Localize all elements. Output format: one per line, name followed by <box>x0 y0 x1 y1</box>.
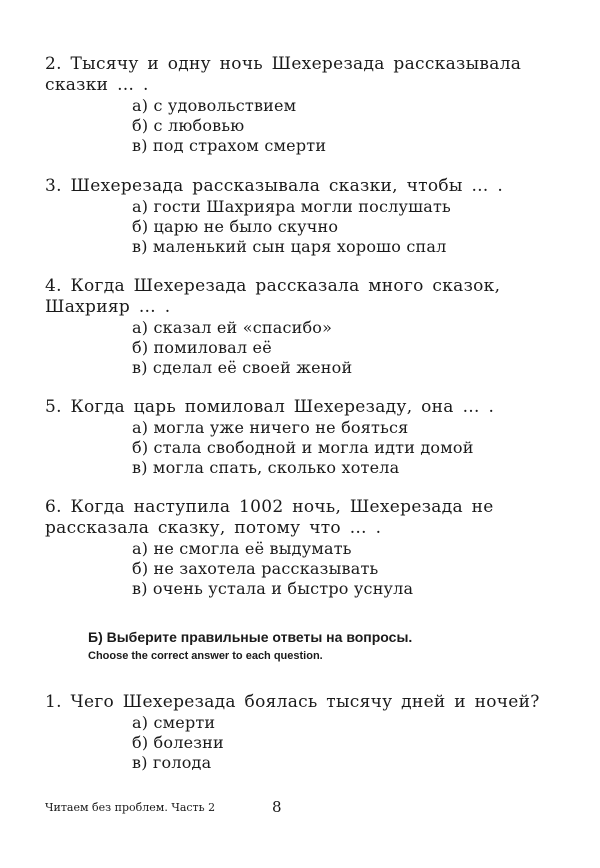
question-text: 6. Когда наступила 1002 ночь, Шехерезада не <box>45 497 494 517</box>
question-text: 2. Тысячу и одну ночь Шехерезада рассказывала <box>45 54 522 74</box>
answer-option: а) не смогла её выдумать <box>132 539 352 558</box>
section-title: Б) Выберите правильные ответы на вопросы. <box>88 629 413 645</box>
answer-option: в) голода <box>132 753 212 772</box>
question-text: 4. Когда Шехерезада рассказала много сказок, <box>45 276 501 296</box>
answer-options <box>132 96 565 156</box>
answer-option: а) сказал ей «спасибо» <box>132 318 333 337</box>
question-text: 1. Чего Шехерезада боялась тысячу дней и ночей? <box>45 692 540 712</box>
answer-option: а) могла уже ничего не бояться <box>132 418 409 437</box>
answer-option: б) царю не было скучно <box>132 217 339 236</box>
answer-options <box>132 318 565 378</box>
question-5 <box>45 397 565 478</box>
answer-option: в) сделал её своей женой <box>132 358 353 377</box>
section-subtitle: Choose the correct answer to each question. <box>88 650 323 662</box>
question-6 <box>45 497 565 599</box>
answer-option: б) с любовью <box>132 116 245 135</box>
answer-option: а) с удовольствием <box>132 96 297 115</box>
answer-option: а) гости Шахрияра могли послушать <box>132 197 451 216</box>
question-text: 5. Когда царь помиловал Шехерезаду, она … . <box>45 397 495 417</box>
question-2 <box>45 54 565 156</box>
answer-option: б) болезни <box>132 733 224 752</box>
answer-option: б) помиловал её <box>132 338 272 357</box>
answer-options <box>132 539 565 599</box>
answer-option: в) маленький сын царя хорошо спал <box>132 237 447 256</box>
question-b-1 <box>45 692 565 773</box>
answer-option: в) могла спать, сколько хотела <box>132 458 400 477</box>
answer-option: б) стала свободной и могла идти домой <box>132 438 474 457</box>
answer-options <box>132 197 565 257</box>
answer-options <box>132 713 565 773</box>
question-text: Шахрияр … . <box>45 297 171 317</box>
question-4 <box>45 276 565 378</box>
question-text: рассказала сказку, потому что … . <box>45 518 382 538</box>
question-text: 3. Шехерезада рассказывала сказки, чтобы … . <box>45 176 504 196</box>
answer-option: б) не захотела рассказывать <box>132 559 379 578</box>
book-title-footer: Читаем без проблем. Часть 2 <box>45 801 216 814</box>
answer-option: а) смерти <box>132 713 216 732</box>
answer-options <box>132 418 565 478</box>
question-3 <box>45 176 565 257</box>
answer-option: в) очень устала и быстро уснула <box>132 579 414 598</box>
page-number: 8 <box>272 798 282 816</box>
question-text: сказки … . <box>45 75 149 95</box>
section-b-heading <box>88 629 548 664</box>
answer-option: в) под страхом смерти <box>132 136 327 155</box>
